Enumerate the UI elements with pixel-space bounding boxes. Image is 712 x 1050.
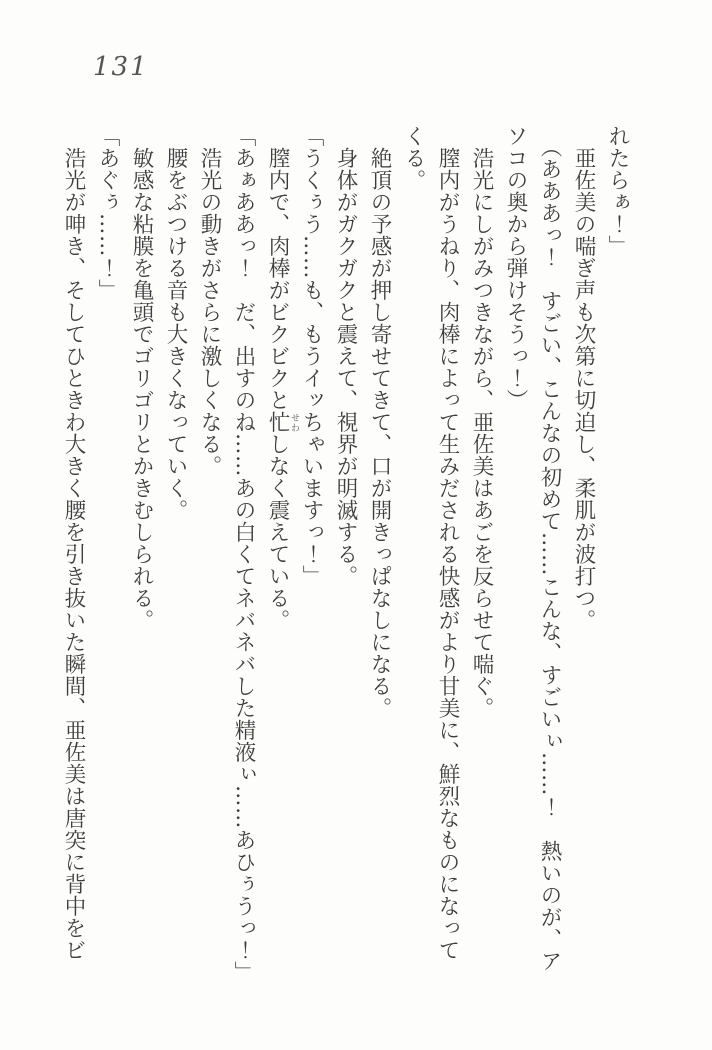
text-column: 膣内で、肉棒がビクビクと忙しなく震えている。 xyxy=(265,146,290,631)
text-column: れたらぁ！」 xyxy=(605,125,630,257)
text-column: 身体がガクガクと震えて、視界が明滅する。 xyxy=(333,146,358,587)
text-column: 亜佐美の喘ぎ声も次第に切迫し、柔肌が波打つ。 xyxy=(571,146,596,631)
text-column: ソコの奥から弾けそうっ！） xyxy=(503,125,528,411)
text-column: 「あぐぅ……！」 xyxy=(95,125,120,301)
page-number: 131 xyxy=(93,52,149,82)
text-column: 腰をぶつける音も大きくなっていく。 xyxy=(163,146,188,521)
text-column: くる。 xyxy=(401,125,426,191)
text-column: 敏感な粘膜を亀頭でゴリゴリとかきむしられる。 xyxy=(129,146,154,631)
text-column: 浩光にしがみつきながら、亜佐美はあごを反らせて喘ぐ。 xyxy=(469,146,494,719)
text-column: （あああっ！ すごい、こんなの初めて……こんな、すごいぃ……！ 熱いのが、ア xyxy=(537,135,562,972)
text-column: 絶頂の予感が押し寄せてきて、口が開きっぱなしになる。 xyxy=(367,146,392,719)
text-column: 「あぁああっ！ だ、出すのね……あの白くてネバネバした精液ぃ……あひぅうっ！」 xyxy=(231,125,256,983)
text-column: 浩光の動きがさらに激しくなる。 xyxy=(197,146,222,477)
text-column: 「うくぅう……も、もうイッちゃいますっ！」 xyxy=(299,125,324,587)
furigana-reading: せわ xyxy=(289,413,299,433)
text-column: 膣内がうねり、肉棒によって生みだされる快感がより甘美に、鮮烈なものになって xyxy=(435,146,460,961)
text-block xyxy=(56,125,634,1035)
text-column: 浩光が呻き、そしてひときわ大きく腰を引き抜いた瞬間、亜佐美は唐突に背中をビ xyxy=(61,146,86,961)
